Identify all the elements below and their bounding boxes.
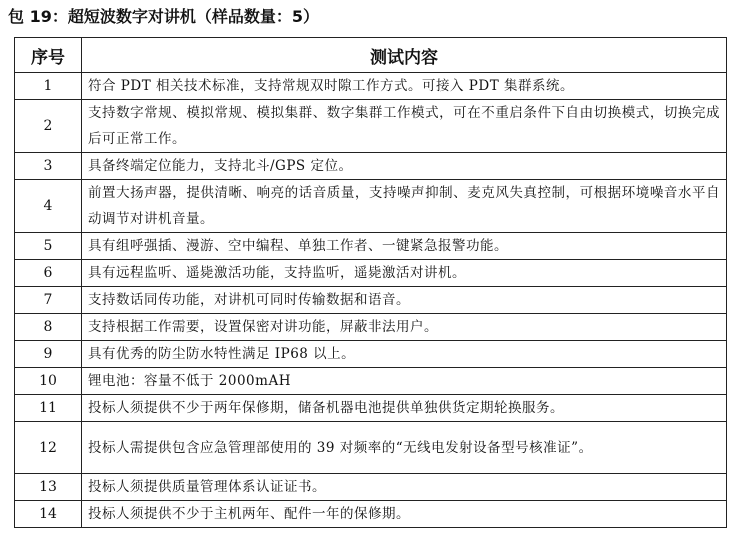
row-text: 支持数话同传功能，对讲机可同时传输数据和语音。 — [82, 287, 727, 314]
row-text: 锂电池：容量不低于 2000mAH — [82, 368, 727, 395]
row-number: 14 — [15, 501, 82, 528]
column-header-number: 序号 — [15, 38, 82, 73]
table-row — [15, 260, 727, 287]
row-text: 具有优秀的防尘防水特性满足 IP68 以上。 — [82, 341, 727, 368]
row-number: 6 — [15, 260, 82, 287]
row-number: 8 — [15, 314, 82, 341]
row-number: 12 — [15, 422, 82, 474]
test-content-table — [14, 37, 727, 528]
row-number: 3 — [15, 153, 82, 180]
row-text: 前置大扬声器，提供清晰、响亮的话音质量，支持噪声抑制、麦克风失真控制，可根据环境噪音水平自动调节对讲机音量。 — [82, 180, 727, 233]
table-row — [15, 501, 727, 528]
row-number: 4 — [15, 180, 82, 233]
table-row — [15, 395, 727, 422]
row-text: 投标人须提供不少于两年保修期，储备机器电池提供单独供货定期轮换服务。 — [82, 395, 727, 422]
row-number: 5 — [15, 233, 82, 260]
table-row — [15, 422, 727, 474]
table-row — [15, 287, 727, 314]
table-row — [15, 314, 727, 341]
table-row — [15, 180, 727, 233]
row-text: 支持根据工作需要，设置保密对讲功能，屏蔽非法用户。 — [82, 314, 727, 341]
row-number: 2 — [15, 100, 82, 153]
row-text: 支持数字常规、模拟常规、模拟集群、数字集群工作模式，可在不重启条件下自由切换模式，切换完成后可正常工作。 — [82, 100, 727, 153]
row-text: 具备终端定位能力，支持北斗/GPS 定位。 — [82, 153, 727, 180]
row-number: 11 — [15, 395, 82, 422]
row-number: 1 — [15, 73, 82, 100]
row-number: 7 — [15, 287, 82, 314]
table-row — [15, 100, 727, 153]
row-text: 符合 PDT 相关技术标准，支持常规双时隙工作方式。可接入 PDT 集群系统。 — [82, 73, 727, 100]
row-text: 投标人须提供质量管理体系认证证书。 — [82, 474, 727, 501]
row-text: 具有组呼强插、漫游、空中编程、单独工作者、一键紧急报警功能。 — [82, 233, 727, 260]
row-number: 10 — [15, 368, 82, 395]
table-row — [15, 153, 727, 180]
table-row — [15, 368, 727, 395]
row-text: 具有远程监听、遥毙激活功能，支持监听，遥毙激活对讲机。 — [82, 260, 727, 287]
row-number: 9 — [15, 341, 82, 368]
row-text: 投标人须提供不少于主机两年、配件一年的保修期。 — [82, 501, 727, 528]
column-header-content: 测试内容 — [82, 38, 727, 73]
table-row — [15, 474, 727, 501]
row-number: 13 — [15, 474, 82, 501]
section-heading: 包 19：超短波数字对讲机（样品数量：5） — [8, 7, 319, 26]
table-row — [15, 341, 727, 368]
table-row — [15, 233, 727, 260]
row-text: 投标人需提供包含应急管理部使用的 39 对频率的“无线电发射设备型号核准证”。 — [82, 422, 727, 474]
table-row — [15, 73, 727, 100]
